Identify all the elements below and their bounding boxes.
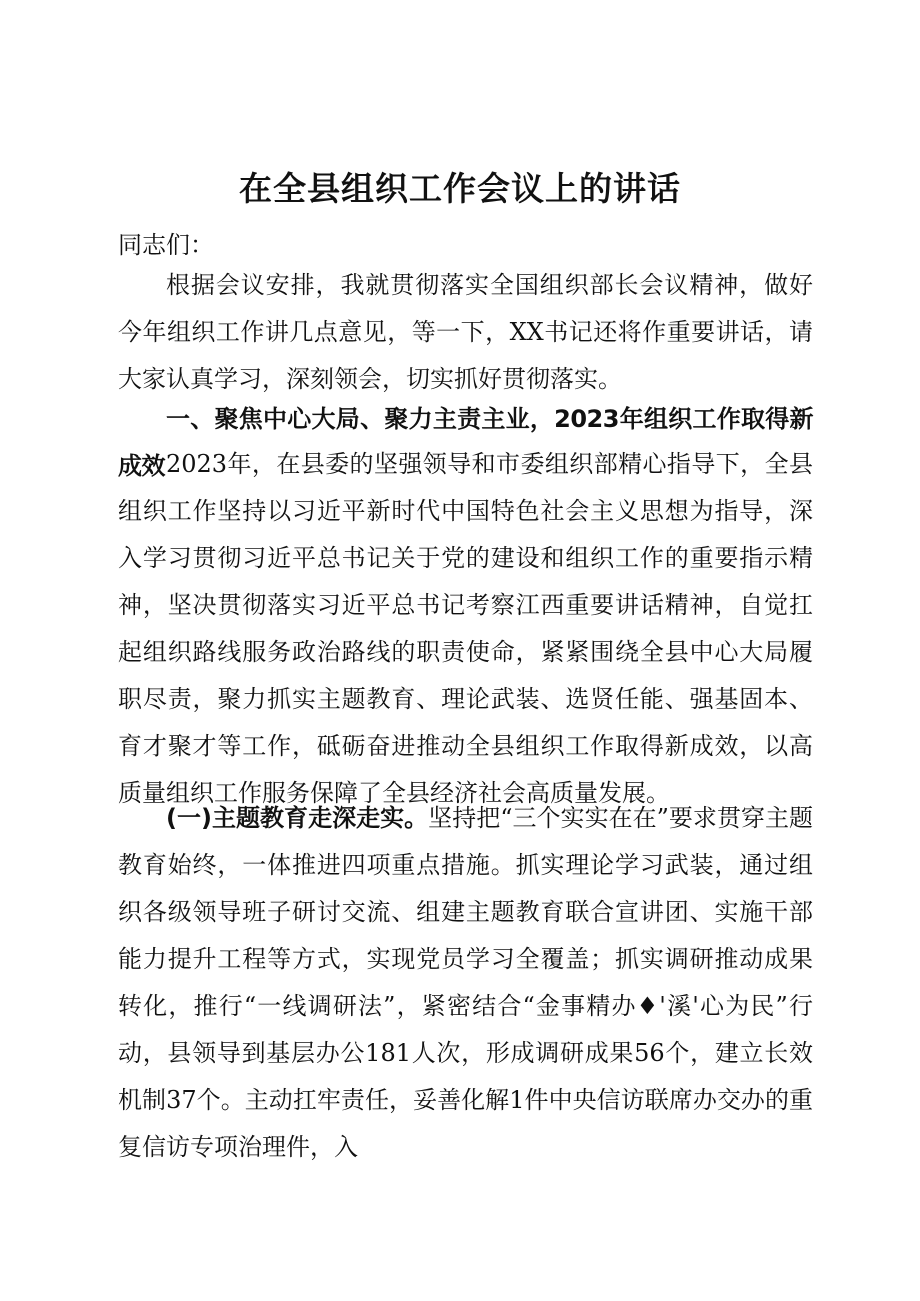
subsection-paragraph [118, 795, 813, 1171]
subsection-heading: (一)主题教育走深走实。 [166, 804, 429, 832]
section-heading: 一、聚焦中心大局、聚力主责主业，2023年组织工作取得新成效 [118, 405, 813, 480]
section-paragraph: 2023年，在县委的坚强领导和市委组织部精心指导下，全县组织工作坚持以习近平新时代中国特色社会主义思想为指导，深入学习贯彻习近平总书记关于党的建设和组织工作的重要指示精神，坚决贯彻落实习近平总书记考察江西重要讲话精神，自觉扛起组织路线服务政治路线的职责使命，紧紧围绕全县中心大局履职尽责，聚力抓实主题教育、理论武装、选贤任能、强基固本、育才聚才等工作，砥砺奋进推动全县组织工作取得新成效，以高质量组织工作服务保障了全县经济社会高质量发展。 [118, 450, 813, 807]
salutation: 同志们： [118, 231, 214, 259]
subsection-text: 坚持把“三个实实在在”要求贯穿主题教育始终，一体推进四项重点措施。抓实理论学习武装，通过组织各级领导班子研讨交流、组建主题教育联合宣讲团、实施干部能力提升工程等方式，实现党员学习全覆盖；抓实调研推动成果转化，推行“一线调研法”，紧密结合“金事精办♦'溪'心为民”行动，县领导到基层办公181人次，形成调研成果56个，建立长效机制37个。主动扛牢责任，妥善化解1件中央信访联席办交办的重复信访专项治理件，入 [118, 804, 814, 1161]
intro-paragraph: 根据会议安排，我就贯彻落实全国组织部长会议精神，做好今年组织工作讲几点意见，等一下，XX书记还将作重要讲话，请大家认真学习，深刻领会，切实抓好贯彻落实。 [118, 271, 813, 393]
document-title: 在全县组织工作会议上的讲话 [239, 169, 681, 208]
